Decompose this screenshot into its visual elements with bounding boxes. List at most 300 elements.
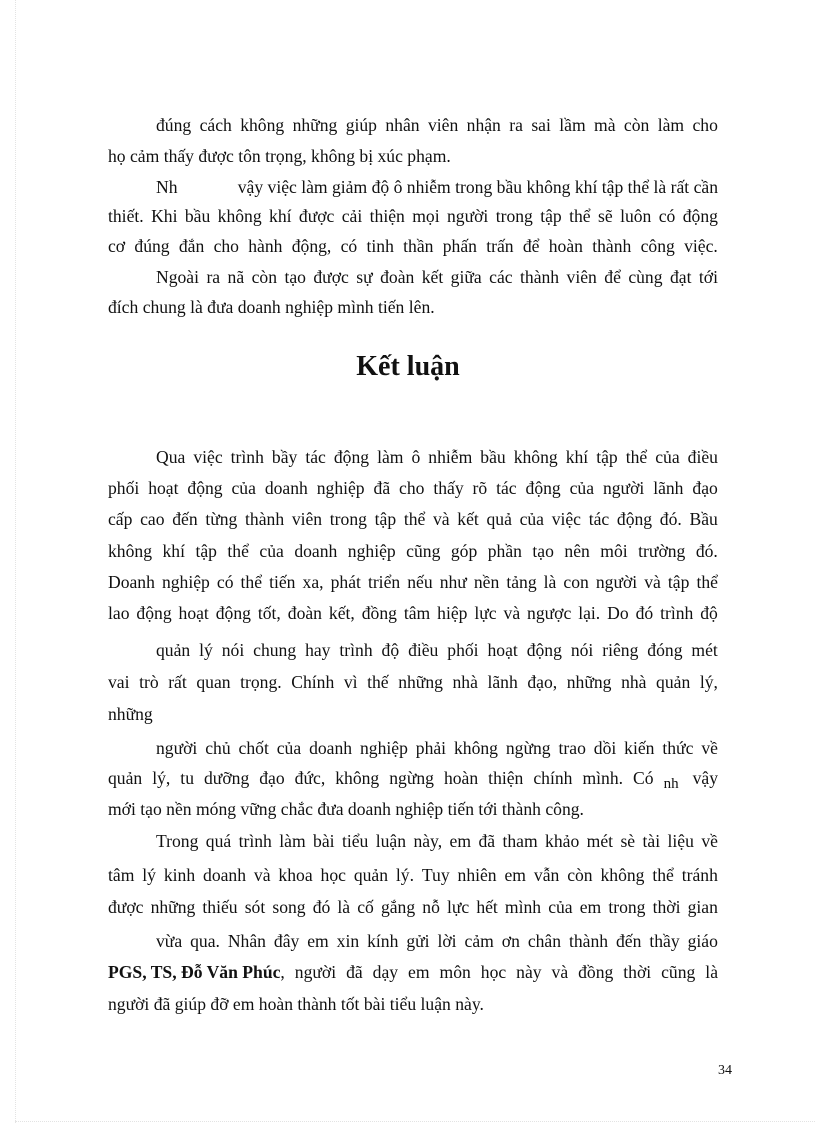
conclusion1-line-3: [108, 508, 718, 530]
word: người: [595, 572, 638, 592]
word: không: [453, 738, 498, 758]
word: thiện: [369, 206, 405, 226]
word: được: [108, 897, 144, 917]
advisor-name: PGS, TS, Đỗ Văn Phúc: [108, 962, 281, 982]
word: hết: [476, 897, 498, 917]
word: trong: [608, 897, 646, 917]
word: không: [240, 115, 285, 135]
word: cảm: [464, 931, 494, 951]
word: đạo,: [527, 672, 558, 692]
word: thành: [520, 267, 560, 287]
word: hành: [248, 236, 283, 256]
word: còn: [567, 865, 593, 885]
word: viên: [566, 267, 597, 287]
word: đạo: [692, 478, 718, 498]
word: không: [600, 865, 645, 885]
word: nhà: [621, 672, 647, 692]
word: có: [340, 236, 358, 256]
conclusion1-line-8: [108, 671, 718, 693]
word: vai: [108, 672, 130, 692]
word: của: [259, 541, 284, 561]
word: việc.: [684, 236, 718, 256]
word: và: [644, 572, 661, 592]
conclusion2-line-3: mới tạo nền móng vững chắc đưa doanh nghiệp tiến tới thành công.: [108, 799, 584, 819]
word: quản: [353, 865, 389, 885]
word: có: [216, 572, 234, 592]
page-number: 34: [718, 1063, 732, 1078]
word: thần: [403, 236, 434, 256]
word: nghiệp: [161, 572, 210, 592]
word: không: [217, 206, 262, 226]
word: mét: [586, 831, 614, 851]
word: lực: [474, 603, 497, 623]
word: mình: [504, 897, 542, 917]
word: quá: [205, 831, 232, 851]
word: tập: [596, 447, 618, 467]
word: thấy: [433, 478, 464, 498]
word: không: [108, 541, 152, 561]
word: hoạt: [148, 478, 179, 498]
word: Doanh: [108, 572, 155, 592]
word: của: [655, 447, 680, 467]
word: và: [433, 509, 450, 529]
conclusion3-line-2: [108, 864, 718, 886]
word: động: [187, 478, 223, 498]
word: động: [526, 640, 562, 660]
word: cấp: [108, 509, 133, 529]
word: người: [602, 478, 645, 498]
word: trong: [329, 509, 367, 529]
word: nhiễm: [428, 447, 473, 467]
word: thể: [652, 865, 674, 885]
conclusion-heading: Kết luận: [356, 351, 460, 382]
word: thời: [652, 897, 681, 917]
word: trò: [139, 672, 159, 692]
conclusion3-line-4: [156, 930, 718, 952]
word: đó: [312, 897, 331, 917]
word: em: [579, 897, 602, 917]
word: nghiệp: [359, 738, 408, 758]
word: tảng: [506, 572, 537, 592]
intro-line-2: họ cảm thấy được tôn trọng, không bị xúc phạm.: [108, 146, 451, 166]
word: liệu: [667, 831, 694, 851]
word: tốt,: [257, 603, 281, 623]
conclusion2-line-2-end: vậy: [692, 768, 718, 788]
para2-line-3: [108, 235, 718, 257]
word: khí: [162, 541, 185, 561]
word: trình: [339, 640, 373, 660]
word: doanh: [264, 478, 308, 498]
word: sè: [620, 831, 636, 851]
word: tác: [305, 447, 326, 467]
word: trọng.: [240, 672, 282, 692]
word: lý,: [699, 672, 718, 692]
para3-line-1: [156, 266, 718, 288]
word: ra: [206, 267, 221, 287]
para2-line-2: [108, 205, 718, 227]
word: khảo: [545, 831, 580, 851]
word: vẫn: [533, 865, 560, 885]
word: có: [658, 206, 676, 226]
word: em: [307, 931, 329, 951]
word: bầu: [184, 206, 211, 226]
word: tạo: [532, 541, 554, 561]
word: xin: [336, 931, 360, 951]
word: nền: [473, 572, 500, 592]
word: cũng: [406, 541, 441, 561]
word: tác: [496, 478, 517, 498]
word: kinh: [163, 865, 196, 885]
word: viên: [291, 509, 323, 529]
word: của: [548, 897, 573, 917]
word: còn: [623, 115, 650, 135]
word: thể: [696, 572, 718, 592]
word: cơ: [108, 236, 126, 256]
word: ơn: [501, 931, 520, 951]
conclusion2-line-2-sub: nh: [663, 776, 679, 792]
page-frame-left: [15, 0, 17, 1123]
word: rõ: [472, 478, 488, 498]
conclusion1-line-4: [108, 540, 718, 562]
word: thể: [403, 509, 426, 529]
para2-line-1-rest: vậy việc làm giảm độ ô nhiễm trong bầu không khí tập thể là rất cần: [237, 177, 718, 197]
word: trình: [230, 447, 264, 467]
word: tạo: [284, 267, 306, 287]
word: vừa: [156, 931, 183, 951]
word: gian: [687, 897, 718, 917]
word: lý.: [395, 865, 414, 885]
word: cao: [140, 509, 165, 529]
word: trường: [638, 541, 686, 561]
word: lại.: [578, 603, 601, 623]
word: đạt: [669, 267, 692, 287]
conclusion1-line-2: [108, 477, 718, 499]
word: nếu: [407, 572, 433, 592]
word: tác: [588, 509, 610, 529]
conclusion1-line-1: [156, 446, 718, 468]
para2-lead: Nh: [156, 177, 178, 197]
word: khí: [269, 206, 292, 226]
word: hiệp: [437, 603, 468, 623]
word: con: [563, 572, 589, 592]
word: lời: [437, 931, 457, 951]
word: những: [150, 897, 196, 917]
word: kính: [367, 931, 399, 951]
conclusion3-line-3: [108, 896, 718, 918]
word: để: [522, 236, 540, 256]
word: được: [298, 206, 335, 226]
word: lý: [142, 865, 156, 885]
word: chốt: [238, 738, 269, 758]
word: chân: [527, 931, 562, 951]
word: tránh: [681, 865, 718, 885]
word: giáo: [687, 931, 718, 951]
word: làm: [279, 831, 306, 851]
word: để: [604, 267, 621, 287]
word: cùng: [628, 267, 663, 287]
word: tiến: [269, 572, 296, 592]
word: ô: [411, 447, 421, 467]
word: tập: [195, 541, 217, 561]
word: điều: [408, 640, 439, 660]
word: đây: [273, 931, 300, 951]
word: điều: [687, 447, 718, 467]
word: nã: [227, 267, 245, 287]
word: Bầu: [689, 509, 718, 529]
word: hoàn: [548, 236, 583, 256]
word: luôn: [620, 206, 652, 226]
word: lực: [446, 897, 470, 917]
word: em: [449, 831, 472, 851]
word: làm: [377, 447, 404, 467]
word: nhận: [466, 115, 501, 135]
word: đắn: [178, 236, 205, 256]
word: phần: [487, 541, 522, 561]
word: của: [231, 478, 256, 498]
word: giữa: [450, 267, 482, 287]
word: trình: [238, 831, 272, 851]
word: thể: [625, 447, 648, 467]
word: nói: [221, 640, 245, 660]
word: đúng: [134, 236, 170, 256]
word: Do: [607, 603, 629, 623]
word: động: [616, 509, 653, 529]
conclusion1-line-7: [156, 639, 718, 661]
word: đó.: [659, 509, 682, 529]
word: nhiên: [457, 865, 497, 885]
word: cho: [213, 236, 239, 256]
word: nhân: [385, 115, 420, 135]
word: tài: [642, 831, 661, 851]
word: Trong: [156, 831, 199, 851]
word: đoàn: [380, 267, 415, 287]
word: kết: [421, 267, 444, 287]
word: sai: [531, 115, 551, 135]
word: còn: [251, 267, 277, 287]
word: động: [333, 447, 370, 467]
word: thức: [662, 738, 694, 758]
word: cho: [692, 115, 718, 135]
conclusion3-line-1: [156, 830, 718, 852]
word: xa,: [302, 572, 324, 592]
para3-line-2: đích chung là đưa doanh nghiệp mình tiến lên.: [108, 297, 435, 317]
word: riêng: [602, 640, 639, 660]
word: thể: [240, 572, 263, 592]
word: nỗ: [422, 897, 440, 917]
word: ngừng: [505, 738, 551, 758]
word: chung: [253, 640, 297, 660]
word: từng: [205, 509, 238, 529]
word: mà: [594, 115, 616, 135]
word: phối: [447, 640, 479, 660]
word: hoạt: [178, 603, 209, 623]
word: những: [398, 672, 443, 692]
word: được: [313, 267, 349, 287]
word: mọi: [412, 206, 440, 226]
word: tập: [540, 206, 562, 226]
word: doanh: [203, 865, 247, 885]
word: trấn: [486, 236, 514, 256]
word: đoàn: [287, 603, 322, 623]
word: cố: [357, 897, 374, 917]
word: sự: [356, 267, 373, 287]
conclusion2-line-2-main: quản lý, tu dưỡng đạo đức, không ngừng hoàn thiện chính mình. Có: [108, 768, 654, 788]
word: em: [504, 865, 526, 885]
word: độ: [381, 640, 400, 660]
word: động: [136, 603, 172, 623]
conclusion2-line-2: [108, 767, 718, 791]
word: chủ: [205, 738, 231, 758]
word: phối: [108, 478, 140, 498]
word: thành: [245, 509, 285, 529]
word: và: [503, 603, 521, 623]
word: Qua: [156, 447, 186, 467]
word: luận: [375, 831, 407, 851]
word: song: [272, 897, 306, 917]
word: trao: [558, 738, 586, 758]
para2-line-1: [156, 176, 718, 198]
word: lý: [199, 640, 213, 660]
word: viên: [427, 115, 459, 135]
word: lầm: [559, 115, 586, 135]
word: thể: [227, 541, 249, 561]
word: khoa: [278, 865, 313, 885]
word: những: [566, 672, 612, 692]
word: rất: [168, 672, 187, 692]
word: thiếu: [202, 897, 238, 917]
word: giúp: [345, 115, 377, 135]
word: quả: [486, 509, 512, 529]
word: của: [276, 738, 302, 758]
word: quan: [196, 672, 231, 692]
conclusion1-line-9: những: [108, 704, 153, 724]
word: người: [156, 738, 198, 758]
conclusion3-line-5: [108, 961, 718, 983]
word: người: [446, 206, 489, 226]
word: hay: [305, 640, 331, 660]
word: Ngoài: [156, 267, 199, 287]
word: lãnh: [653, 478, 684, 498]
word: là: [543, 572, 557, 592]
word: triển: [367, 572, 401, 592]
word: đó.: [695, 541, 718, 561]
conclusion3-line-6: người đã giúp đỡ em hoàn thành tốt bài tiểu luận này.: [108, 994, 484, 1014]
word: và: [253, 865, 271, 885]
word: bầu: [480, 447, 506, 467]
word: về: [701, 831, 718, 851]
word: tham: [502, 831, 538, 851]
word: động: [215, 603, 251, 623]
word: đã: [478, 831, 496, 851]
word: nghiệp: [347, 541, 396, 561]
word: khí: [565, 447, 589, 467]
word: sẽ: [598, 206, 613, 226]
word: việc: [551, 509, 581, 529]
word: góp: [450, 541, 478, 561]
word: quản: [656, 672, 691, 692]
word: kiến: [624, 738, 655, 758]
word: tới: [698, 267, 718, 287]
word: kết,: [328, 603, 355, 623]
word: cách: [199, 115, 232, 135]
word: đóng: [647, 640, 683, 660]
word: động: [525, 478, 561, 498]
word: nhà: [452, 672, 478, 692]
word: quản: [156, 640, 191, 660]
word: sót: [244, 897, 266, 917]
word: tiểu: [341, 831, 369, 851]
word: phát: [330, 572, 361, 592]
word: môi: [600, 541, 628, 561]
word: mét: [691, 640, 718, 660]
word: đã: [373, 478, 391, 498]
conclusion3-line-5-rest: , người đã dạy em môn học này và đồng thời cũng là: [280, 962, 718, 982]
word: tinh: [366, 236, 394, 256]
word: hoạt: [487, 640, 518, 660]
word: Nhân: [227, 931, 266, 951]
word: là: [337, 897, 351, 917]
word: phải: [415, 738, 447, 758]
word: đồng: [361, 603, 397, 623]
word: cho: [399, 478, 425, 498]
word: tâm: [108, 865, 135, 885]
word: như: [439, 572, 467, 592]
word: trong: [495, 206, 533, 226]
word: học: [320, 865, 346, 885]
word: bài: [313, 831, 335, 851]
word: nói: [570, 640, 594, 660]
word: vì: [343, 672, 358, 692]
intro-line-1: [156, 114, 718, 136]
word: tập: [374, 509, 397, 529]
word: tâm: [403, 603, 431, 623]
word: Tuy: [421, 865, 450, 885]
word: nên: [564, 541, 590, 561]
word: kết: [457, 509, 479, 529]
word: đến: [616, 931, 642, 951]
word: thiết.: [108, 206, 144, 226]
word: thầy: [649, 931, 680, 951]
conclusion1-line-5: [108, 571, 718, 593]
word: doanh: [294, 541, 338, 561]
word: của: [519, 509, 544, 529]
word: động,: [291, 236, 332, 256]
word: phấn: [442, 236, 477, 256]
word: dồi: [593, 738, 617, 758]
word: gửi: [406, 931, 430, 951]
word: thành: [592, 236, 632, 256]
word: làm: [657, 115, 685, 135]
word: tập: [667, 572, 690, 592]
word: nghiệp: [316, 478, 365, 498]
word: động: [682, 206, 718, 226]
conclusion1-line-6: [108, 602, 718, 624]
word: cải: [341, 206, 363, 226]
word: lãnh: [487, 672, 518, 692]
word: ra: [509, 115, 523, 135]
word: ngược: [527, 603, 572, 623]
word: bầy: [271, 447, 298, 467]
word: của: [569, 478, 595, 498]
word: về: [701, 738, 718, 758]
word: đó: [635, 603, 654, 623]
word: việc: [193, 447, 223, 467]
word: Khi: [151, 206, 178, 226]
word: công: [640, 236, 675, 256]
word: độ: [700, 603, 718, 623]
word: gắng: [380, 897, 416, 917]
word: thế: [367, 672, 389, 692]
